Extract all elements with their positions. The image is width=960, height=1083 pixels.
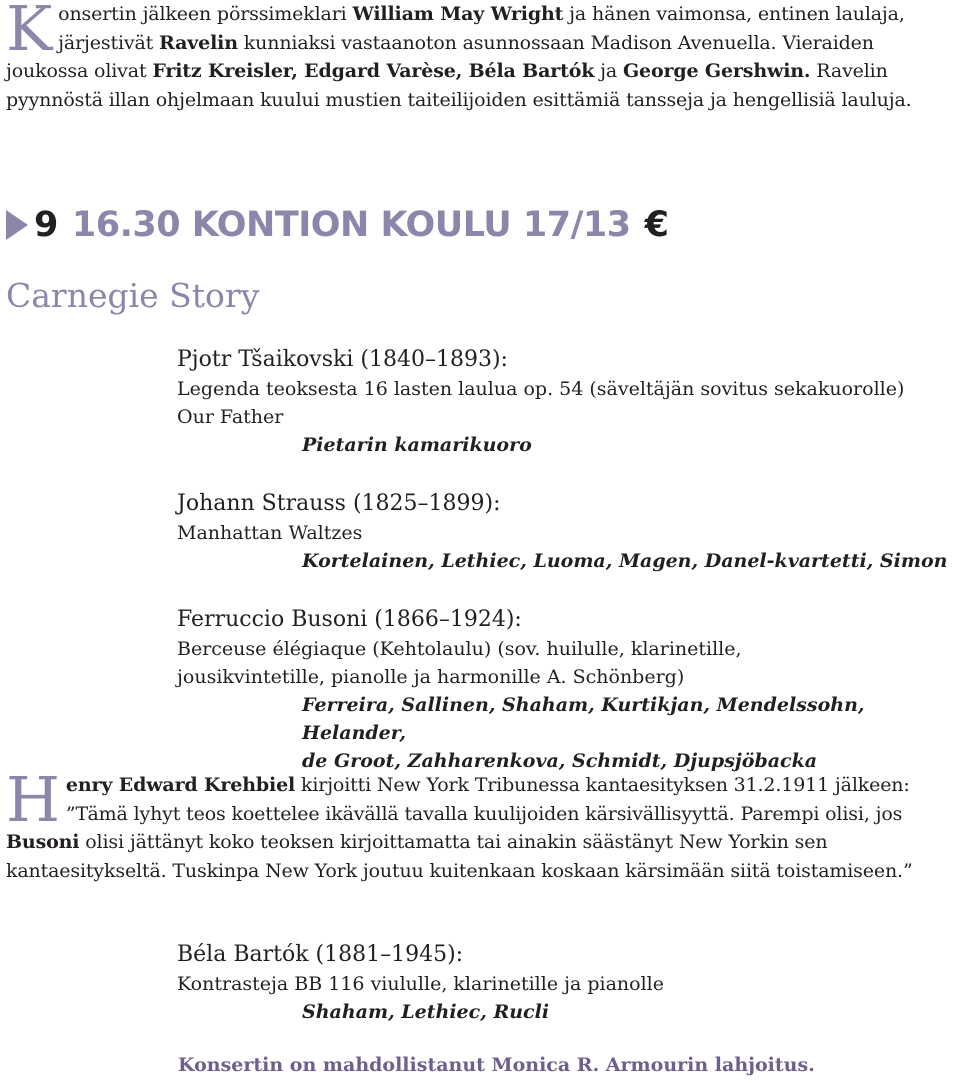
text-run: ja bbox=[594, 60, 623, 82]
performers: Pietarin kamarikuoro bbox=[302, 434, 532, 456]
program-item bbox=[177, 489, 957, 575]
composer-name: Béla Bartók (1881–1945): bbox=[177, 942, 464, 967]
work-title: Kontrasteja BB 116 viululle, klarinetille ja pianolle bbox=[177, 973, 665, 995]
euro-price-icon: € bbox=[644, 205, 669, 245]
bold-name: Ravelin bbox=[159, 31, 238, 54]
event-heading bbox=[6, 200, 668, 250]
text-run: kunniaksi vastaanoton asunnossaan Madison Avenuella. Vieraiden joukossa olivat bbox=[6, 31, 874, 82]
intro-dropcap: K bbox=[6, 0, 53, 65]
program-item bbox=[177, 345, 957, 459]
work-title: Legenda teoksesta 16 lasten laulua op. 54 (säveltäjän sovitus sekakuorolle) bbox=[177, 378, 905, 400]
bold-name: Busoni bbox=[6, 831, 80, 853]
text-run: ja hänen vaimonsa, entinen laulaja, järjestivät bbox=[58, 3, 905, 54]
composer-name: Ferruccio Busoni (1866–1924): bbox=[177, 607, 522, 632]
text-run: onsertin jälkeen pörssimeklari bbox=[58, 3, 353, 25]
performers: Kortelainen, Lethiec, Luoma, Magen, Danel-kvartetti, Simon bbox=[302, 550, 948, 572]
text-run: kirjoitti New York Tribunessa kantaesityksen 31.2.1911 jälkeen: ”Tämä lyhyt teos koettelee ikävällä tavalla kuulijoiden kärsivällisyyttä. Parempi olisi, jos bbox=[65, 774, 910, 825]
performers: Ferreira, Sallinen, Shaham, Kurtikjan, Mendelssohn, Helander, bbox=[302, 694, 865, 744]
performers: de Groot, Zahharenkova, Schmidt, Djupsjöbacka bbox=[302, 750, 818, 772]
text-run: Ravelin pyynnöstä illan ohjelmaan kuului mustien taiteilijoiden esittämiä tansseja ja hengellisiä lauluja. bbox=[6, 60, 912, 111]
event-time-venue: 16.30 KONTION KOULU 17/13 bbox=[71, 205, 631, 245]
sponsor-note: Konsertin on mahdollistanut Monica R. Armourin lahjoitus. bbox=[178, 1054, 815, 1076]
program-item bbox=[177, 605, 957, 775]
intro-text bbox=[6, 0, 912, 111]
concert-number: 9 bbox=[34, 205, 58, 245]
play-triangle-icon bbox=[6, 210, 28, 240]
work-title: jousikvintetille, pianolle ja harmonille A. Schönberg) bbox=[177, 666, 685, 688]
bold-name: Fritz Kreisler, Edgard Varèse, Béla Bartók bbox=[152, 60, 595, 82]
review-dropcap: H bbox=[6, 763, 60, 836]
review-text bbox=[6, 763, 913, 882]
bold-name: William May Wright bbox=[352, 3, 564, 25]
work-title: Our Father bbox=[177, 406, 284, 428]
review-paragraph bbox=[6, 763, 956, 885]
composer-name: Johann Strauss (1825–1899): bbox=[177, 491, 501, 516]
work-title: Manhattan Waltzes bbox=[177, 522, 363, 544]
program-item bbox=[177, 940, 957, 1026]
composer-name: Pjotr Tšaikovski (1840–1893): bbox=[177, 347, 508, 372]
performers: Shaham, Lethiec, Rucli bbox=[302, 1001, 550, 1023]
intro-paragraph bbox=[6, 0, 956, 114]
text-run: olisi jättänyt koko teoksen kirjoittamatta tai ainakin säästänyt New Yorkin sen kantaesitykseltä. Tuskinpa New York joutuu kuitenkaan koskaan kärsimään siitä toistamiseen.” bbox=[6, 831, 913, 882]
concert-title: Carnegie Story bbox=[6, 276, 260, 315]
bold-name: George Gershwin. bbox=[622, 60, 811, 82]
bold-name: enry Edward Krehbiel bbox=[65, 774, 296, 796]
work-title: Berceuse élégiaque (Kehtolaulu) (sov. huilulle, klarinetille, bbox=[177, 638, 742, 660]
